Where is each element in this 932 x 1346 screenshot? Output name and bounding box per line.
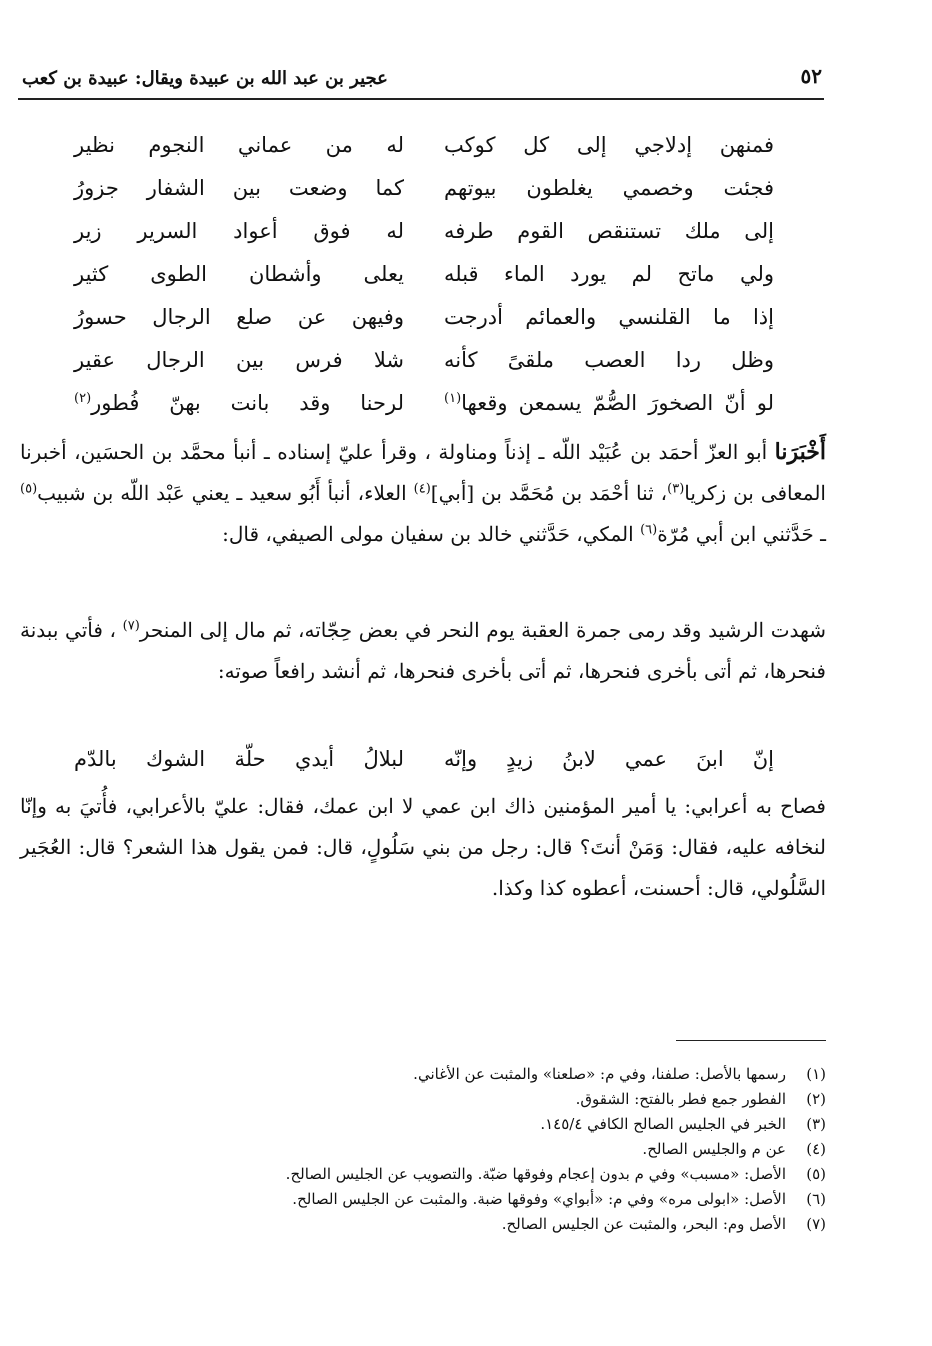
- verse-line: [74, 124, 774, 167]
- footnote-item: [160, 1137, 826, 1162]
- footnote-text: الأصل وم: البحر، والمثبت عن الجليس الصالح.: [501, 1215, 786, 1233]
- verse-first-hemistich: [444, 382, 774, 425]
- isnad-text: ، ثنا أحْمَد بن مُحَمَّد بن [أبي]: [430, 481, 668, 505]
- footnote-item: [160, 1062, 826, 1087]
- footnote-marker[interactable]: (٦): [640, 522, 658, 538]
- hemistich-text: لو أنّ الصخورَ الصُّمّ يسمعن وقعها: [461, 391, 774, 415]
- verse-first-hemistich: ولي ماتح لم يورد الماء قبله: [444, 262, 774, 286]
- footnote-text: عن م والجليس الصالح.: [642, 1140, 786, 1158]
- page-number: ٥٢: [800, 64, 822, 88]
- footnote-marker[interactable]: (٣): [667, 481, 685, 497]
- verse-line: [74, 210, 774, 253]
- story-text: شهدت الرشيد وقد رمى جمرة العقبة يوم النحر في بعض حِجّاته، ثم مال إلى المنحر: [139, 618, 826, 642]
- footnote-marker[interactable]: (٧): [122, 618, 140, 634]
- hemistich-text: لرحنا وقد بانت بهنّ فُطور: [91, 391, 404, 415]
- footnote-item: [160, 1087, 826, 1112]
- footnote-number: (٤): [806, 1140, 826, 1158]
- verse-first-hemistich: إذا ما القلنسي والعمائم أدرجت: [444, 305, 774, 329]
- verse-line: [74, 339, 774, 382]
- verse-line: [74, 167, 774, 210]
- verse-second-hemistich: يعلى وأشطان الطوى كثير: [74, 262, 404, 286]
- isnad-text: المكي، حَدَّثني خالد بن سفيان مولى الصيفي، قال:: [222, 522, 641, 546]
- footnote-separator: [676, 1040, 826, 1041]
- footnote-text: رسمها بالأصل: صلفنا، وفي م: «صلعنا» والمثبت عن الأغاني.: [413, 1065, 786, 1083]
- akhbarana-keyword: أَخْبَرَنا: [774, 439, 826, 465]
- verse-first-hemistich: فمنهن إدلاجي إلى كل كوكب: [444, 133, 774, 157]
- footnote-number: (٢): [806, 1090, 826, 1108]
- footnote-item: [160, 1187, 826, 1212]
- verse-second-hemistich: وفيهن عن صلع الرجال حسورُ: [74, 305, 404, 329]
- verse-first-hemistich: إنّ ابنَ عمي لابنُ زيدٍ وإنّه: [444, 747, 774, 771]
- poem-verses: [74, 124, 774, 425]
- story-paragraph: [20, 610, 826, 692]
- page-header: [18, 58, 824, 100]
- footnote-text: الأصل: «مسبب» وفي م بدون إعجام وفوقها ضبّة. والتصويب عن الجليس الصالح.: [285, 1165, 786, 1183]
- verse-second-hemistich: له فوق أعواد السرير زير: [74, 219, 404, 243]
- isnad-text: أبو العزّ أحمَد بن عُبَيْد اللّه ـ إذناً ومناولة ، وقرأ عليّ إسناده ـ أنبأ محمَّد بن الحسَين، أخبرنا المعافى بن زكريا: [20, 440, 826, 505]
- verse-second-hemistich: كما وضعت بين الشفار جزورُ: [74, 176, 404, 200]
- quoted-verse: [74, 738, 774, 781]
- footnote-marker[interactable]: (٢): [74, 391, 92, 406]
- footnote-item: [160, 1112, 826, 1137]
- footnote-marker[interactable]: (٥): [20, 481, 38, 497]
- footnote-text: الفطور جمع فطر بالفتح: الشقوق.: [575, 1090, 786, 1108]
- isnad-paragraph: [20, 432, 826, 555]
- verse-second-hemistich: له من عماني النجوم نظير: [74, 133, 404, 157]
- verse-line: [74, 296, 774, 339]
- footnote-number: (٦): [806, 1190, 826, 1208]
- running-title: عجير بن عبد الله بن عبيدة ويقال: عبيدة بن كعب: [22, 68, 388, 89]
- ending-paragraph: فصاح به أعرابي: يا أمير المؤمنين ذاك ابن عمي لا ابن عمك، فقال: عليّ بالأعرابي، فأُتيَ به وإنّا لنخافه عليه، فقال: وَمَنْ أنتَ؟ قال: رجل من بني سَلُولٍ، قال: فمن يقول هذا الشعر؟ قال: العُجَير السَّلُولي، قال: أحسنت، أعطوه كذا وكذا.: [20, 794, 826, 900]
- verse-first-hemistich: وظل ردا العصب ملقىً كأنه: [444, 348, 774, 372]
- footnotes: [160, 1062, 826, 1237]
- verse-first-hemistich: إلى ملك تستنقص القوم طرفه: [444, 219, 774, 243]
- footnote-number: (٥): [806, 1165, 826, 1183]
- verse-line: [74, 382, 774, 425]
- footnote-number: (١): [806, 1065, 826, 1083]
- footnote-text: الأصل: «ابولى مره» وفي م: «أبواي» وفوقها ضبة. والمثبت عن الجليس الصالح.: [292, 1190, 786, 1208]
- footnote-text: الخبر في الجليس الصالح الكافي ١٤٥/٤.: [540, 1115, 786, 1133]
- verse-second-hemistich: لبلالُ أيدي حلّة الشوك بالدّم: [74, 747, 404, 771]
- verse-line: [74, 253, 774, 296]
- verse-second-hemistich: [74, 382, 404, 425]
- isnad-text: العلاء، أنبأ أَبُو سعيد ـ يعني عَبْد اللّه بن شبيب: [37, 481, 414, 505]
- verse-second-hemistich: شلا فرس بين الرجال عقير: [74, 348, 404, 372]
- verse-first-hemistich: فجئت وخصمي يغلطون بيوتهم: [444, 176, 774, 200]
- footnote-number: (٣): [806, 1115, 826, 1133]
- footnote-number: (٧): [806, 1215, 826, 1233]
- footnote-marker[interactable]: (١): [444, 391, 462, 406]
- footnote-marker[interactable]: (٤): [413, 481, 431, 497]
- isnad-text: ـ حَدَّثني ابن أبي مُرّة: [657, 522, 826, 546]
- footnote-item: [160, 1212, 826, 1237]
- footnote-item: [160, 1162, 826, 1187]
- story-text: ، فأتي ببدنة فنحرها، ثم أتى بأخرى فنحرها، ثم أتى بأخرى فنحرها، ثم أنشد رافعاً صوته:: [20, 618, 826, 683]
